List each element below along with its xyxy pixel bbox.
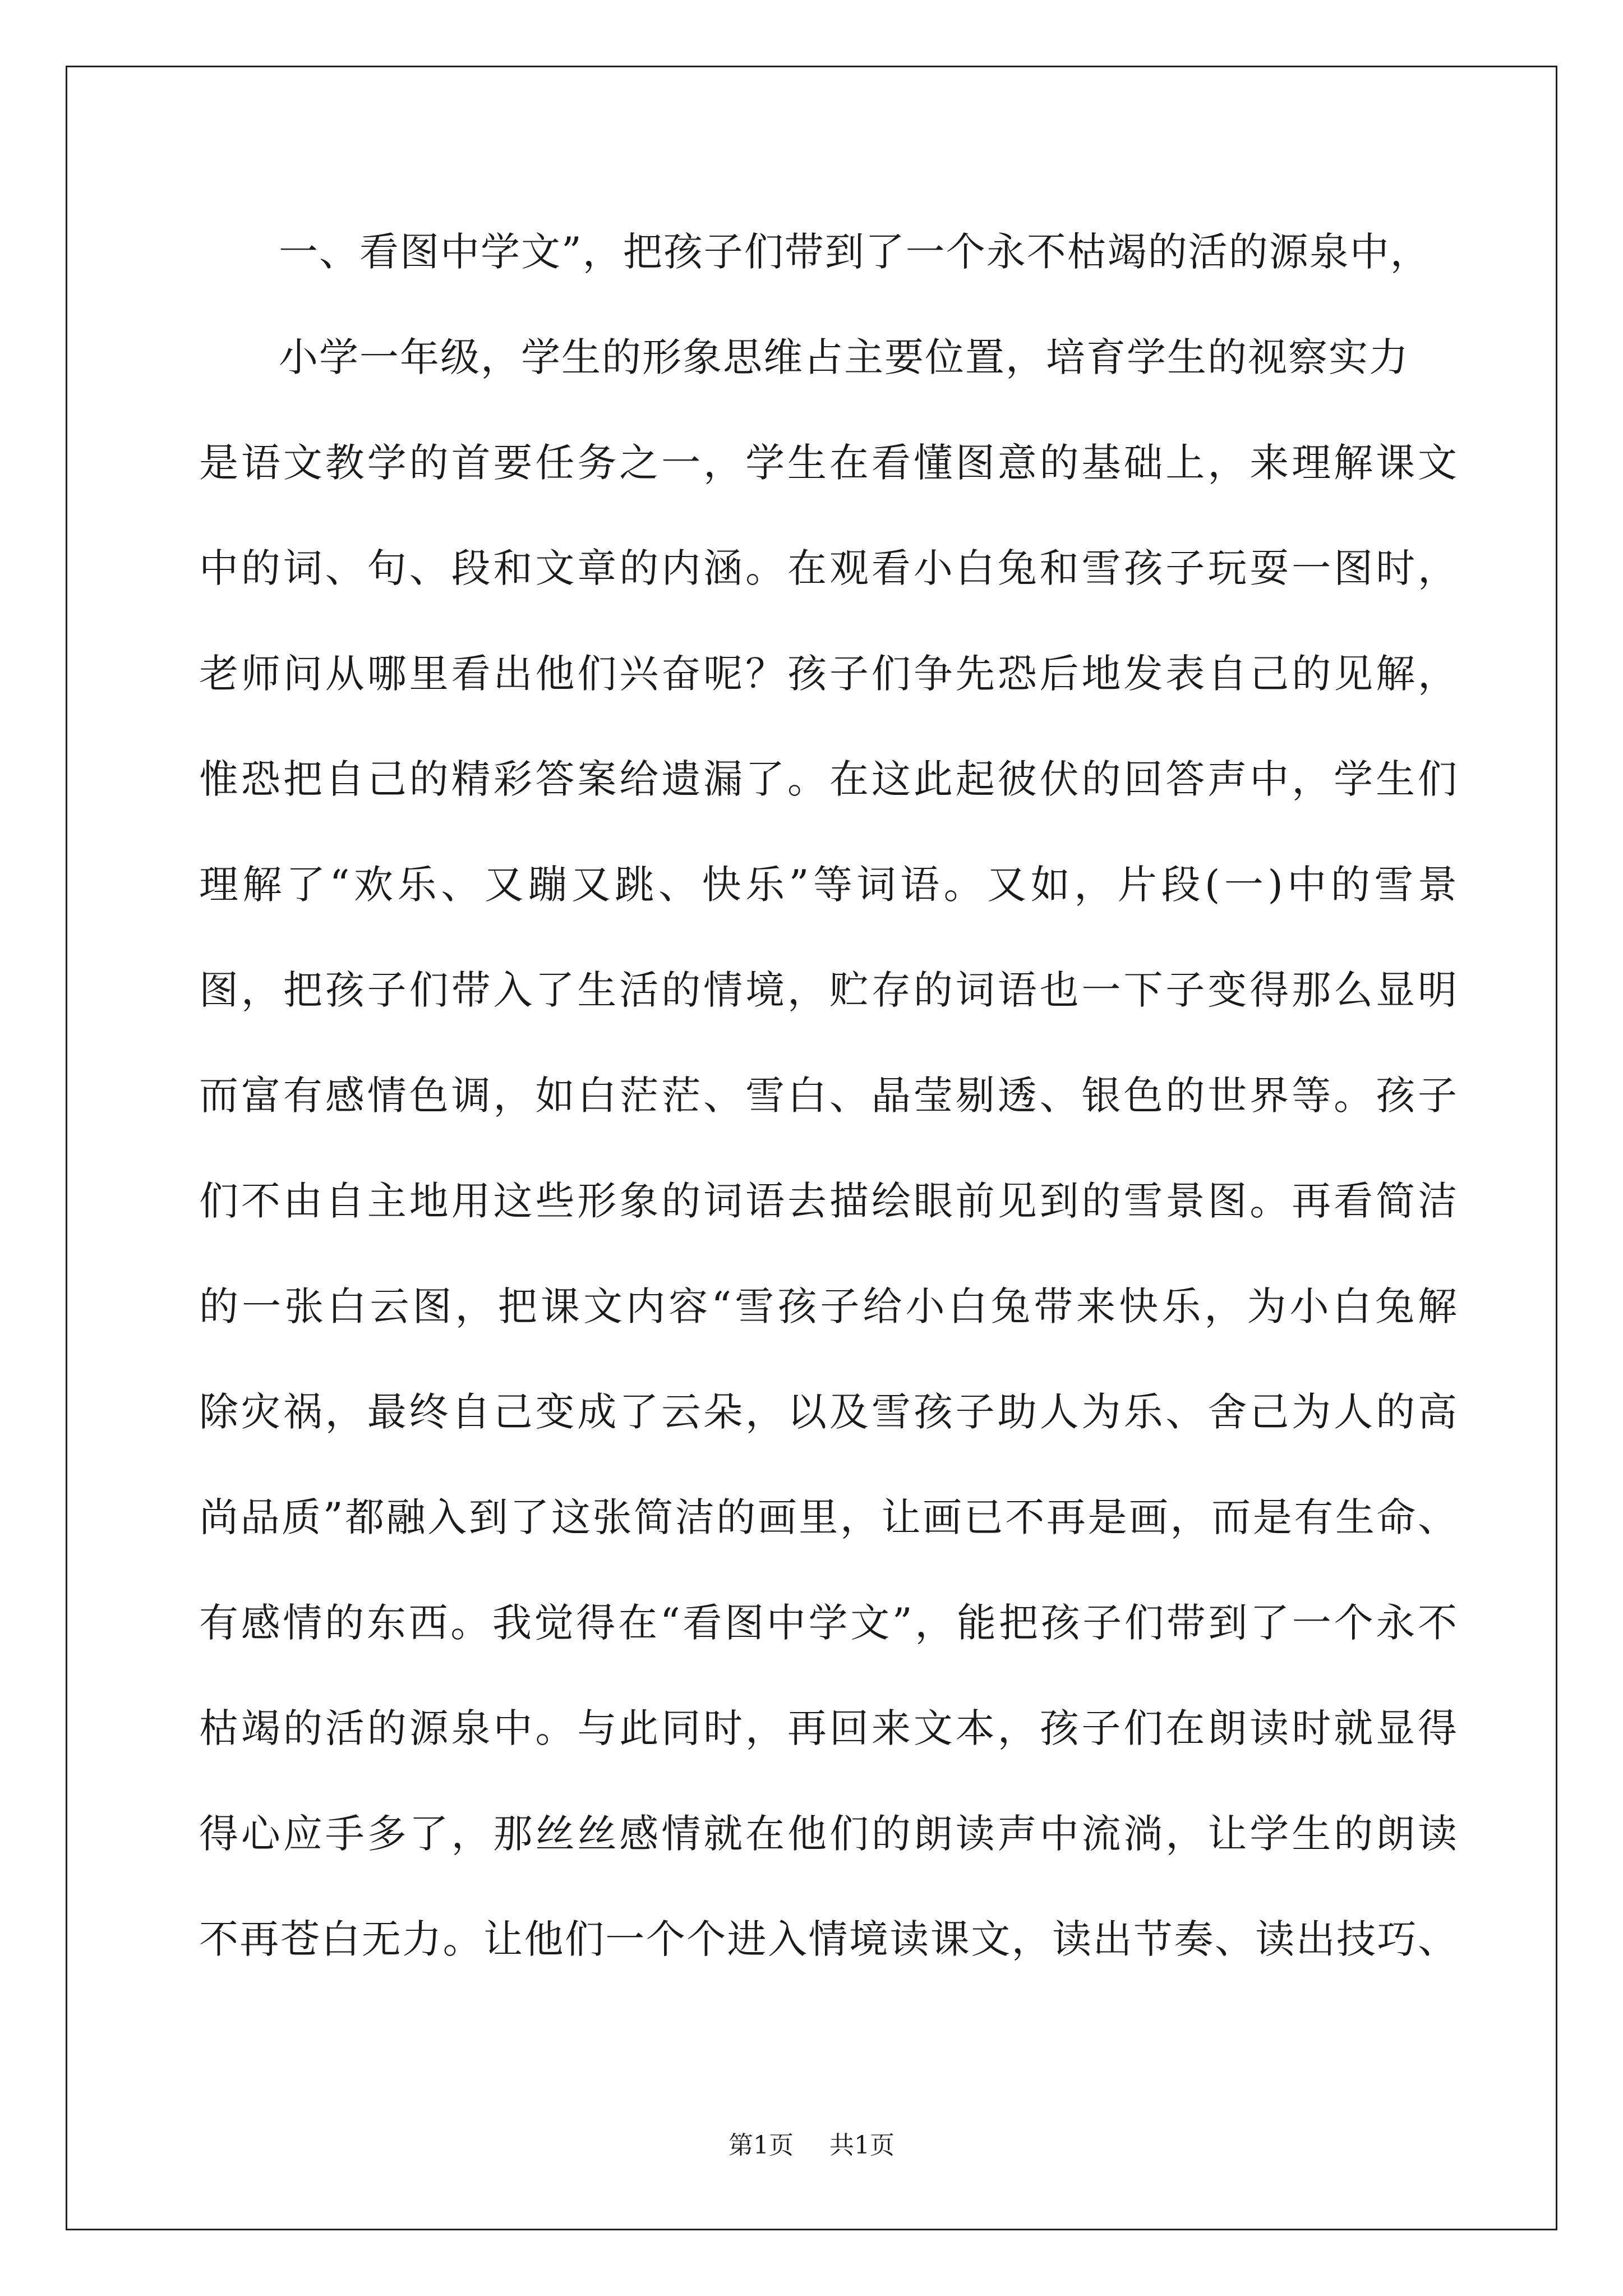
document-body <box>199 199 1458 1992</box>
paragraph-line: 尚品质”都融入到了这张简洁的画里，让画已不再是画，而是有生命、 <box>199 1494 1458 1540</box>
page-number: 第1页 <box>728 2131 794 2160</box>
page-total: 共1页 <box>829 2131 895 2160</box>
paragraph-line: 中的词、句、段和文章的内涵。在观看小白兔和雪孩子玩耍一图时， <box>199 545 1458 591</box>
paragraph-line: 是语文教学的首要任务之一，学生在看懂图意的基础上，来理解课文 <box>199 440 1458 486</box>
paragraph-line: 小学一年级，学生的形象思维占主要位置，培育学生的视察实力 <box>279 334 1409 380</box>
paragraph-line: 而富有感情色调，如白茫茫、雪白、晶莹剔透、银色的世界等。孩子 <box>199 1073 1458 1119</box>
paragraph-line: 理解了“欢乐、又蹦又跳、快乐”等词语。又如，片段(一)中的雪景 <box>199 862 1458 908</box>
paragraph-line: 一、看图中学文”，把孩子们带到了一个永不枯竭的活的源泉中， <box>279 229 1431 275</box>
paragraph-line: 得心应手多了，那丝丝感情就在他们的朗读声中流淌，让学生的朗读 <box>199 1811 1458 1857</box>
paragraph-line: 图，把孩子们带入了生活的情境，贮存的词语也一下子变得那么显明 <box>199 967 1458 1013</box>
paragraph-line: 们不由自主地用这些形象的词语去描绘眼前见到的雪景图。再看简洁 <box>199 1178 1458 1224</box>
paragraph-line: 除灾祸，最终自己变成了云朵，以及雪孩子助人为乐、舍己为人的高 <box>199 1389 1458 1435</box>
paragraph-line: 枯竭的活的源泉中。与此同时，再回来文本，孩子们在朗读时就显得 <box>199 1705 1458 1751</box>
paragraph-line: 惟恐把自己的精彩答案给遗漏了。在这此起彼伏的回答声中，学生们 <box>199 756 1458 802</box>
page-footer <box>0 2129 1623 2162</box>
paragraph-line: 的一张白云图，把课文内容“雪孩子给小白兔带来快乐，为小白兔解 <box>199 1283 1458 1329</box>
paragraph-line: 老师问从哪里看出他们兴奋呢？孩子们争先恐后地发表自己的见解， <box>199 651 1458 697</box>
paragraph-line: 有感情的东西。我觉得在“看图中学文”，能把孩子们带到了一个永不 <box>199 1600 1458 1646</box>
paragraph-line: 不再苍白无力。让他们一个个进入情境读课文，读出节奏、读出技巧、 <box>199 1916 1458 1962</box>
